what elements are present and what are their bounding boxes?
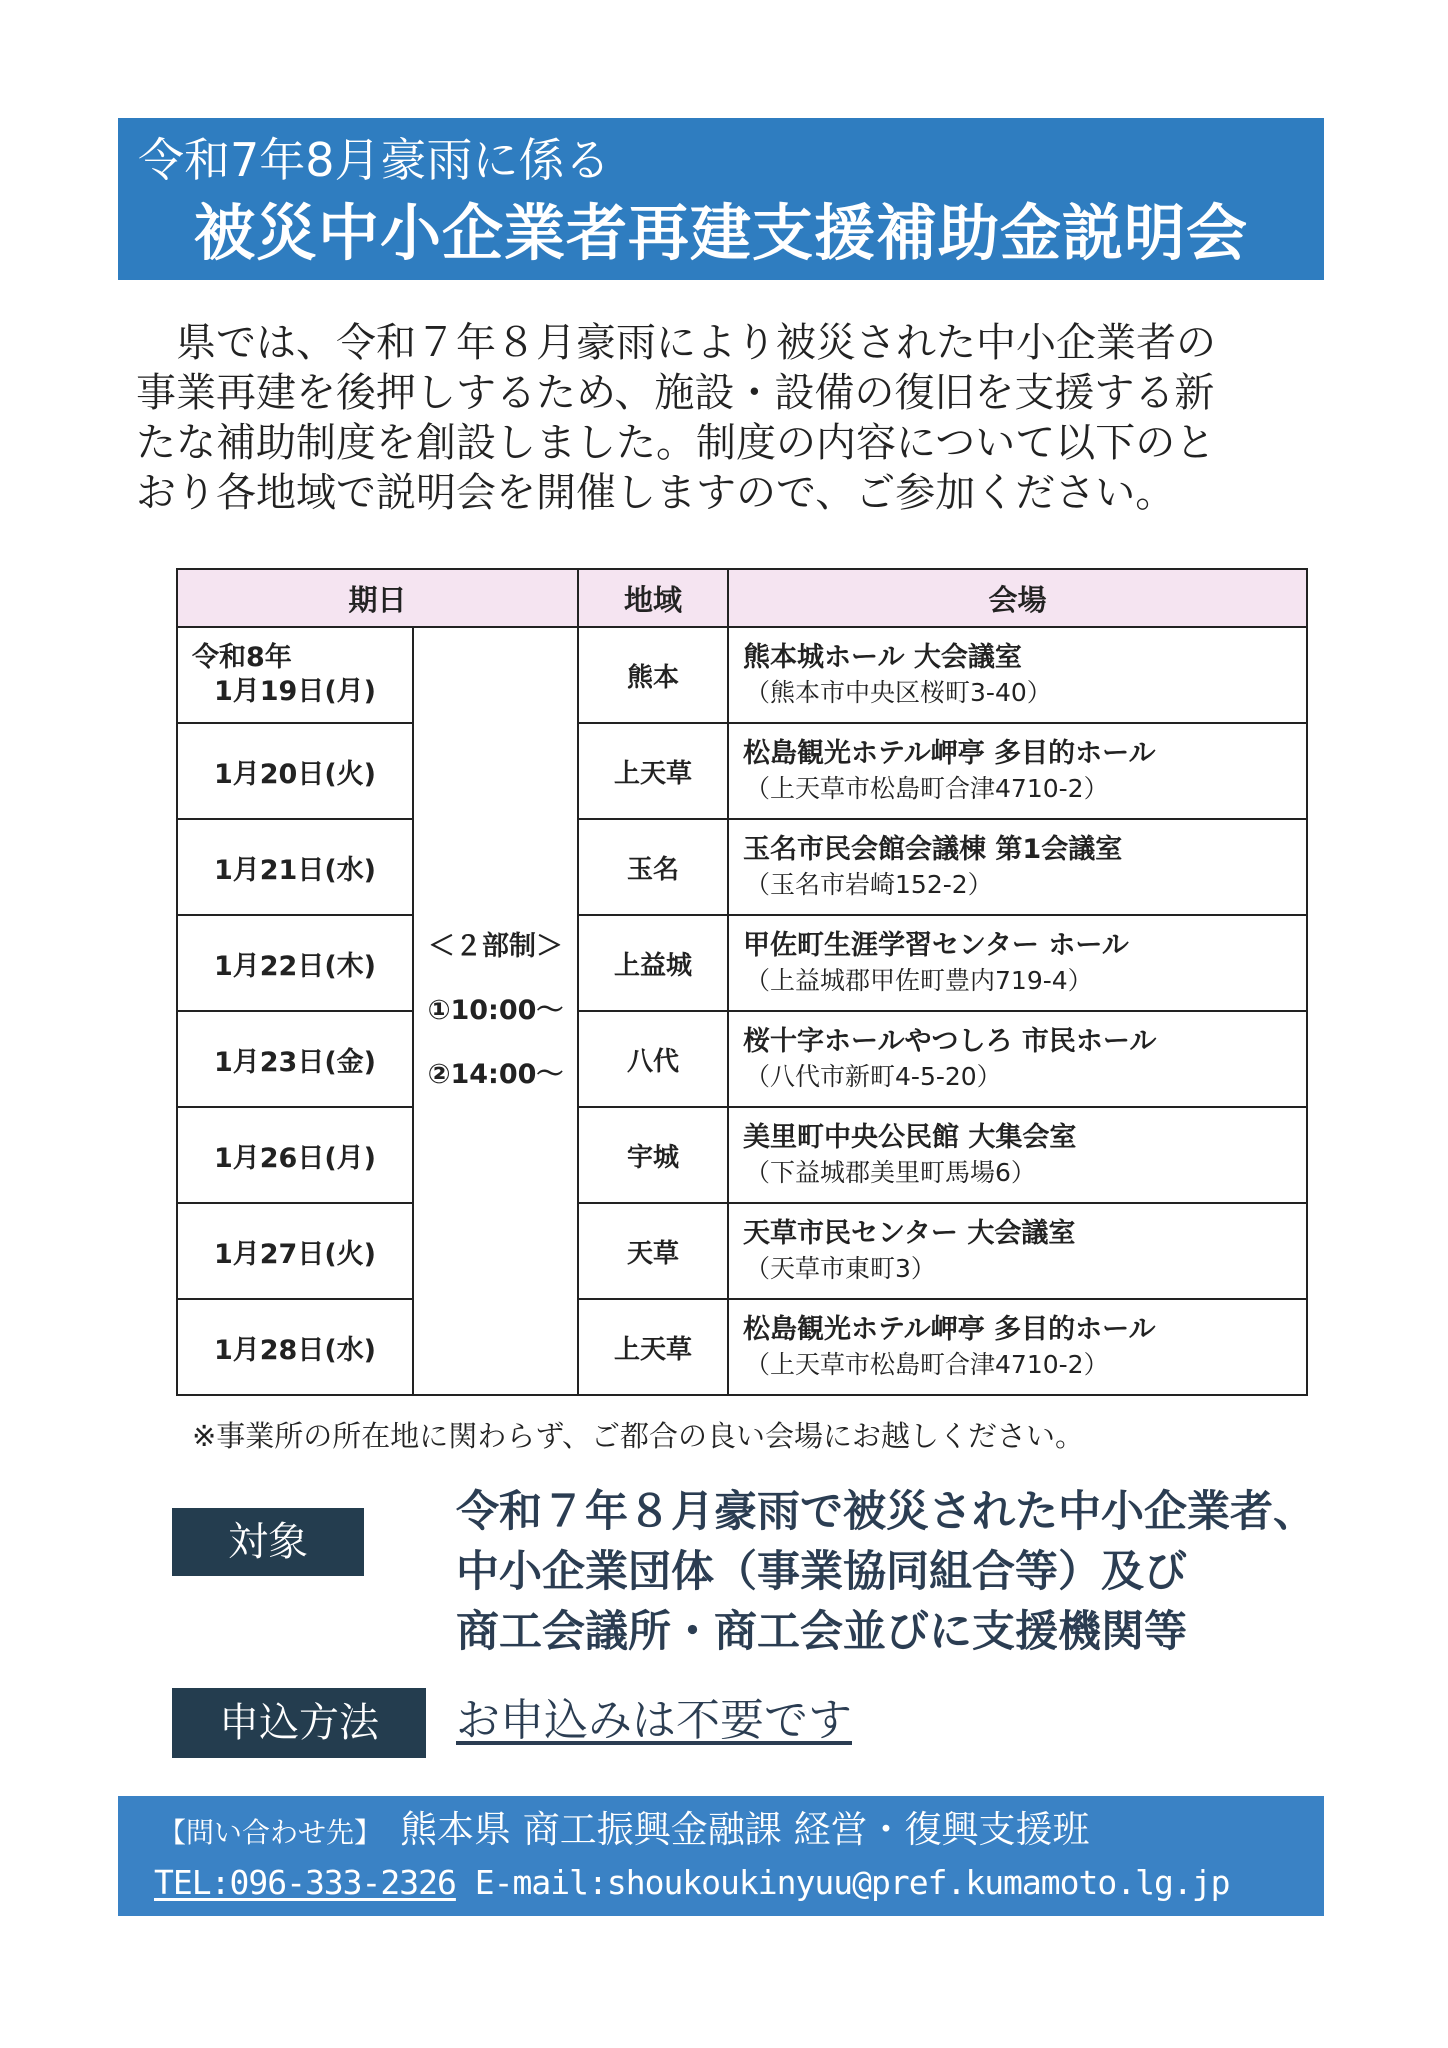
intro-line: たな補助制度を創設しました。制度の内容について以下のと (136, 420, 1216, 466)
date-cell: 1月23日(金) (177, 1011, 413, 1107)
region-cell: 宇城 (578, 1107, 728, 1203)
contact-org-line (158, 1804, 1090, 1859)
venue-name: 松島観光ホテル岬亭 多目的ホール (743, 738, 1156, 769)
venue-cell (728, 1203, 1307, 1299)
date-label: 1月19日(月) (213, 676, 377, 707)
venue-cell (728, 723, 1307, 819)
date-cell: 1月20日(火) (177, 723, 413, 819)
date-cell: 1月21日(水) (177, 819, 413, 915)
intro-line: 県では、令和７年８月豪雨により被災された中小企業者の (176, 320, 1216, 366)
target-label: 対象 (172, 1508, 364, 1576)
table-row (177, 627, 1307, 723)
region-cell: 熊本 (578, 627, 728, 723)
region-cell: 上天草 (578, 723, 728, 819)
venue-cell (728, 1299, 1307, 1395)
session-label: ＜２部制＞ (428, 931, 563, 962)
venue-cell (728, 627, 1307, 723)
region-cell: 八代 (578, 1011, 728, 1107)
header-venue: 会場 (728, 569, 1307, 627)
venue-cell (728, 1107, 1307, 1203)
intro-line: おり各地域で説明会を開催しますので、ご参加ください。 (136, 470, 1176, 516)
region-cell: 上益城 (578, 915, 728, 1011)
apply-description: お申込みは不要です (456, 1695, 852, 1746)
table-row (177, 723, 1307, 819)
venue-address: （上天草市松島町合津4710-2） (745, 774, 1109, 803)
date-cell: 1月22日(木) (177, 915, 413, 1011)
venue-name: 玉名市民会館会議棟 第1会議室 (743, 834, 1123, 865)
contact-info-line (154, 1858, 1229, 1908)
header-banner (118, 118, 1324, 280)
table-row (177, 1203, 1307, 1299)
venue-cell (728, 915, 1307, 1011)
venue-cell (728, 1011, 1307, 1107)
target-line: 中小企業団体（事業協同組合等）及び (456, 1547, 1187, 1597)
target-line: 令和７年８月豪雨で被災された中小企業者、 (456, 1487, 1316, 1537)
table-row (177, 819, 1307, 915)
header-region: 地域 (578, 569, 728, 627)
venue-cell (728, 819, 1307, 915)
target-line: 商工会議所・商工会並びに支援機関等 (456, 1607, 1187, 1657)
contact-banner (118, 1796, 1324, 1916)
region-cell: 上天草 (578, 1299, 728, 1395)
date-cell: 1月26日(月) (177, 1107, 413, 1203)
target-description (456, 1482, 1316, 1662)
date-cell: 1月27日(火) (177, 1203, 413, 1299)
intro-paragraph (136, 318, 1346, 518)
date-cell: 1月28日(水) (177, 1299, 413, 1395)
table-row (177, 1011, 1307, 1107)
region-cell: 天草 (578, 1203, 728, 1299)
region-cell: 玉名 (578, 819, 728, 915)
contact-tag: 【問い合わせ先】 (158, 1816, 383, 1849)
table-row (177, 1107, 1307, 1203)
venue-name: 桜十字ホールやつしろ 市民ホール (743, 1026, 1157, 1057)
contact-email[interactable]: E-mail:shoukoukinyuu@pref.kumamoto.lg.jp (474, 1863, 1230, 1902)
venue-address: （上天草市松島町合津4710-2） (745, 1350, 1109, 1379)
venue-address: （下益城郡美里町馬場6） (745, 1158, 1036, 1187)
table-row (177, 1299, 1307, 1395)
venue-address: （熊本市中央区桜町3-40） (745, 678, 1052, 707)
venue-name: 熊本城ホール 大会議室 (743, 642, 1022, 673)
venue-address: （八代市新町4-5-20） (745, 1062, 1002, 1091)
session-second: ②14:00～ (427, 1059, 564, 1090)
apply-label: 申込方法 (172, 1688, 426, 1758)
venue-address: （玉名市岩崎152-2） (745, 870, 993, 899)
venue-name: 天草市民センター 大会議室 (743, 1218, 1076, 1249)
header-subtitle: 令和7年8月豪雨に係る (138, 133, 611, 187)
date-cell (177, 627, 413, 723)
venue-note: ※事業所の所在地に関わらず、ご都合の良い会場にお越しください。 (192, 1419, 1084, 1453)
contact-phone[interactable]: TEL:096-333-2326 (154, 1863, 456, 1902)
venue-name: 松島観光ホテル岬亭 多目的ホール (743, 1314, 1156, 1345)
venue-name: 甲佐町生涯学習センター ホール (743, 930, 1129, 961)
era-label: 令和8年 (192, 642, 292, 673)
schedule-table (176, 568, 1308, 1396)
venue-address: （上益城郡甲佐町豊内719-4） (745, 966, 1093, 995)
contact-organization: 熊本県 商工振興金融課 経営・復興支援班 (400, 1808, 1090, 1851)
page-title: 被災中小企業者再建支援補助金説明会 (194, 198, 1249, 269)
table-header-row (177, 569, 1307, 627)
session-first: ①10:00～ (427, 995, 564, 1026)
table-row (177, 915, 1307, 1011)
venue-name: 美里町中央公民館 大集会室 (743, 1122, 1077, 1153)
header-date: 期日 (177, 569, 578, 627)
time-cell (413, 627, 578, 1395)
venue-address: （天草市東町3） (745, 1254, 936, 1283)
intro-line: 事業再建を後押しするため、施設・設備の復旧を支援する新 (136, 370, 1215, 416)
